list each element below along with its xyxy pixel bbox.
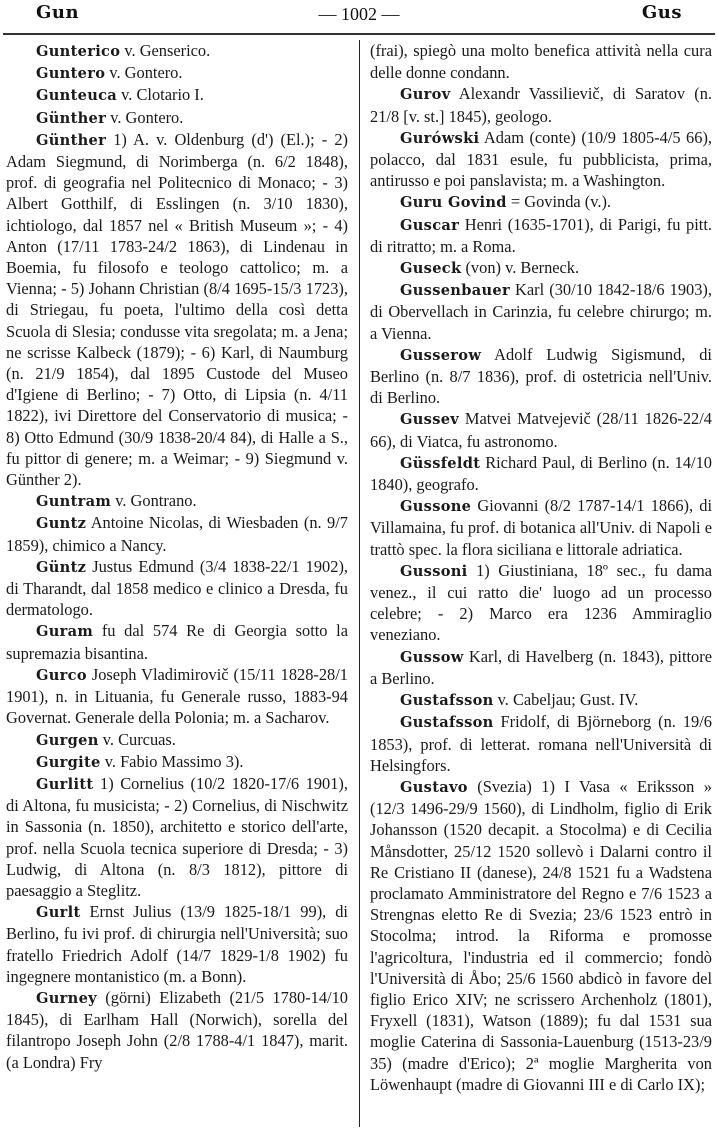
entry — [6, 107, 348, 129]
headword: Guram — [36, 623, 94, 641]
headword: Gussev — [400, 411, 460, 429]
entry — [370, 214, 712, 257]
entry-text: Adolf Ludwig Sigismund, di Berlino (n. 8/7 1836), prof. di ostetricia nell'Univ. di Berlino. — [370, 344, 712, 408]
headword: Guntero — [36, 65, 106, 83]
entry — [370, 711, 712, 776]
headword: Gurgen — [36, 731, 99, 749]
entry — [6, 620, 348, 663]
entry — [370, 257, 712, 279]
entry-text: 1) Cornelius (10/2 1820-17/6 1901), di Altona, fu musicista; - 2) Cornelius, di Nischwitz in Sassonia (n. 1850), architetto e storico dell'arte, prof. nella Scuola tecnica superiore di Dresda; - 3) Ludwig, di Altona (n. 8/3 1812), pittore di paesaggio a Steglitz. — [6, 773, 348, 900]
entry-text: fu dal 574 Re di Georgia sotto la supremazia bisantina. — [6, 621, 348, 663]
headword: Gunterico — [36, 43, 121, 60]
entry — [6, 751, 348, 773]
headword: Gussenbauer — [400, 282, 510, 300]
headword: Guntz — [36, 515, 87, 533]
headword: Gustafsson — [400, 714, 494, 732]
headword: Gussow — [400, 648, 464, 666]
entry — [370, 689, 712, 711]
headword: Gurgite — [36, 753, 101, 771]
entry — [370, 408, 712, 451]
entry — [6, 62, 348, 84]
entry-text: v. Curcuas. — [98, 729, 176, 749]
entry-text: v. Gontero. — [106, 107, 184, 127]
entry — [370, 83, 712, 126]
entry-text: Justus Edmund (3/4 1838-22/1 1902), di Tharandt, dal 1858 medico e clinico a Dresda, fu dermatologo. — [6, 556, 348, 620]
entry-text: Ernst Julius (13/9 1825-18/1 99), di Berlino, fu ivi prof. di chirurgia nell'Università; suo fratello Friedrich Adolf (14/7 1829-1/8 1902) fu ingegnere montanistico (m. a Bonn). — [6, 902, 348, 986]
entry — [370, 560, 712, 646]
entry-text: v. Gontero. — [105, 63, 183, 83]
entry-text: Karl (30/10 1842-18/6 1903), di Obervellach in Carinzia, fu celebre chirurgo; m. a Vienna. — [370, 280, 712, 343]
entry-text: Richard Paul, di Berlino (n. 14/10 1840), geografo. — [370, 452, 712, 495]
entry — [6, 129, 348, 490]
headword: Gussoni — [400, 562, 468, 580]
headword: Gusserow — [400, 346, 482, 364]
page-number: — 1002 — — [318, 4, 400, 24]
entry — [6, 490, 348, 512]
entry-text: Henri (1635-1701), di Parigi, fu pitt. di ritratto; m. a Roma. — [370, 214, 712, 256]
entry-text: 1) A. v. Oldenburg (d') (El.); - 2) Adam Siegmund, di Norimberga (n. 6/2 1848), prof. di geografia nel Politecnico di Monaco; - 3) Albert Gotthilf, di Esslingen (n. 3/10 1830), ichtiologo, dal 1857 nel « British Museum »; - 4) Anton (17/11 1783-24/2 1863), di Lindenau in Boemia, fu filosofo e teologo cattolico; m. a Vienna; - 5) Johann Christian (8/4 1695-15/3 1723), di Striegau, fu poeta, l'ultimo della così detta Scuola di Slesia; condusse vita sregolata; m. a Jena; ne scrisse Kalbeck (1879); - 6) Karl, di Naumburg (n. 21/9 1854), dal 1895 Custode del Museo d'Igiene di Berlino; - 7) Otto, di Lipsia (n. 4/11 1822), ivi Direttore del Conservatorio di musica; - 8) Otto Edmund (30/9 1838-20/4 84), di Halle a S., fu pittor di genere; m. a Weimar; - 9) Siegmund v. Günther 2). — [6, 129, 348, 490]
entry-text: Antoine Nicolas, di Wiesbaden (n. 9/7 1859), chimico a Nancy. — [6, 513, 348, 555]
entry-text: Joseph Vladimirovič (15/11 1828-28/1 1901), n. in Lituania, fu Generale russo, 1883-94 Governat. Generale della Polonia; m. a Sacharov. — [6, 664, 348, 728]
entry-text: Fridolf, di Björneborg (n. 19/6 1853), prof. di letterat. romana nell'Università di Helsingfors. — [370, 712, 712, 775]
headword: Güssfeldt — [400, 454, 481, 472]
entry — [6, 84, 348, 106]
entry — [370, 452, 712, 495]
entry — [370, 279, 712, 344]
entry — [6, 556, 348, 621]
column-divider — [359, 40, 360, 1127]
headword: Gustafsson — [400, 692, 494, 710]
header-rule — [3, 33, 715, 35]
entry-text: (von) v. Berneck. — [461, 258, 580, 278]
entry — [370, 191, 712, 213]
entry — [6, 729, 348, 751]
headword: Günther — [36, 109, 107, 127]
entry-text: (görni) Elizabeth (21/5 1780-14/10 1845), di Earlham Hall (Norwich), sorella del filantropo Joseph John (2/8 1788-4/1 1847), marit. (a Londra) Fry — [6, 987, 348, 1072]
entry — [6, 773, 348, 901]
entry-text: v. Gontrano. — [111, 491, 197, 511]
running-head-right: Gus — [641, 2, 682, 23]
entry — [370, 344, 712, 409]
headword: Gustavo — [400, 778, 468, 796]
headword: Gurco — [36, 666, 87, 684]
entry-text: 1) Giustiniana, 18º sec., fu dama venez., il cui ratto die' luogo ad un processo celebre; - 2) Marco era 1236 Ammiraglio veneziano. — [370, 560, 712, 645]
entry — [6, 901, 348, 987]
headword: Guntram — [36, 493, 112, 511]
headword: Gurlitt — [36, 775, 94, 793]
entry-text: Adam (conte) (10/9 1805-4/5 66), polacco, dal 1831 esule, fu pubblicista, prima, antirusso e poi panslavista; m. a Washington. — [370, 127, 712, 191]
headword: Gurov — [400, 86, 451, 104]
entry — [6, 512, 348, 555]
entry-text: = Govinda (v.). — [506, 192, 612, 212]
entry — [370, 127, 712, 192]
headword: Gurlt — [36, 904, 81, 922]
entry-text: Matvei Matvejevič (28/11 1826-22/4 66), di Viatca, fu astronomo. — [370, 409, 712, 451]
entry-text: Alexandr Vassilievič, di Saratov (n. 21/8 [v. st.] 1845), geologo. — [370, 84, 712, 126]
left-column — [6, 40, 348, 1133]
entry-text: v. Fabio Massimo 3). — [100, 751, 244, 771]
headword: Guscar — [400, 216, 460, 234]
running-head-left: Gun — [36, 2, 80, 23]
headword: Gurówski — [400, 129, 480, 147]
entry-text: (frai), spiegò una molto benefica attività nella cura delle donne condann. — [370, 41, 712, 83]
headword: Güntz — [36, 558, 87, 576]
entry — [370, 776, 712, 1095]
headword: Günther — [36, 131, 107, 149]
headword: Gussone — [400, 498, 472, 516]
headword: Gunteuca — [36, 87, 118, 105]
entry-continuation — [370, 40, 712, 83]
headword: Guru Govind — [400, 194, 507, 212]
headword: Gurney — [36, 989, 97, 1007]
entry — [6, 987, 348, 1073]
entry — [6, 664, 348, 729]
entry-text: (Svezia) 1) I Vasa « Eriksson » (12/3 1496-29/9 1560), di Lindholm, figlio di Erik Johansson (1520 decapit. a Stocolma) e di Cecilia Månsdotter, 25/12 1520 sollevò i Dalarni contro il Re Cristiano II (danese), 24/8 1521 fu a Wadstena proclamato Amministratore del Regno e 7/6 1523 a Strengnas eletto Re di Svezia; 23/6 1523 entrò in Stocolma; introd. la Riforma e promosse l'agricoltura, l'industria ed il commercio; fondò l'Università di Åbo; 25/6 1560 abdicò in favore del figlio Erico XIV; ne scrissero Archenholz (1801), Fryxell (1831), Watson (1889); fu dal 1531 sua moglie Caterina di Sassonia-Lauenburg (1513-23/9 35) (madre d'Erico); 2ª moglie Margherita von Löwenhaupt (madre di Giovanni III e di Carlo IX); — [370, 776, 712, 1094]
entry-text: Karl, di Havelberg (n. 1843), pittore a Berlino. — [370, 646, 712, 688]
entry — [370, 646, 712, 689]
entry-text: v. Genserico. — [120, 41, 211, 60]
entry-text: v. Cabeljau; Gust. IV. — [493, 690, 639, 710]
entry — [370, 495, 712, 560]
right-column — [370, 40, 712, 1133]
entry-text: Giovanni (8/2 1787-14/1 1866), di Villamaina, fu prof. di botanica all'Univ. di Napoli e trattò spec. la flora siciliana e littorale adriatica. — [370, 496, 712, 559]
page-header — [0, 0, 718, 34]
entry — [6, 40, 348, 62]
entry-text: v. Clotario I. — [117, 85, 204, 105]
headword: Guseck — [400, 260, 462, 278]
